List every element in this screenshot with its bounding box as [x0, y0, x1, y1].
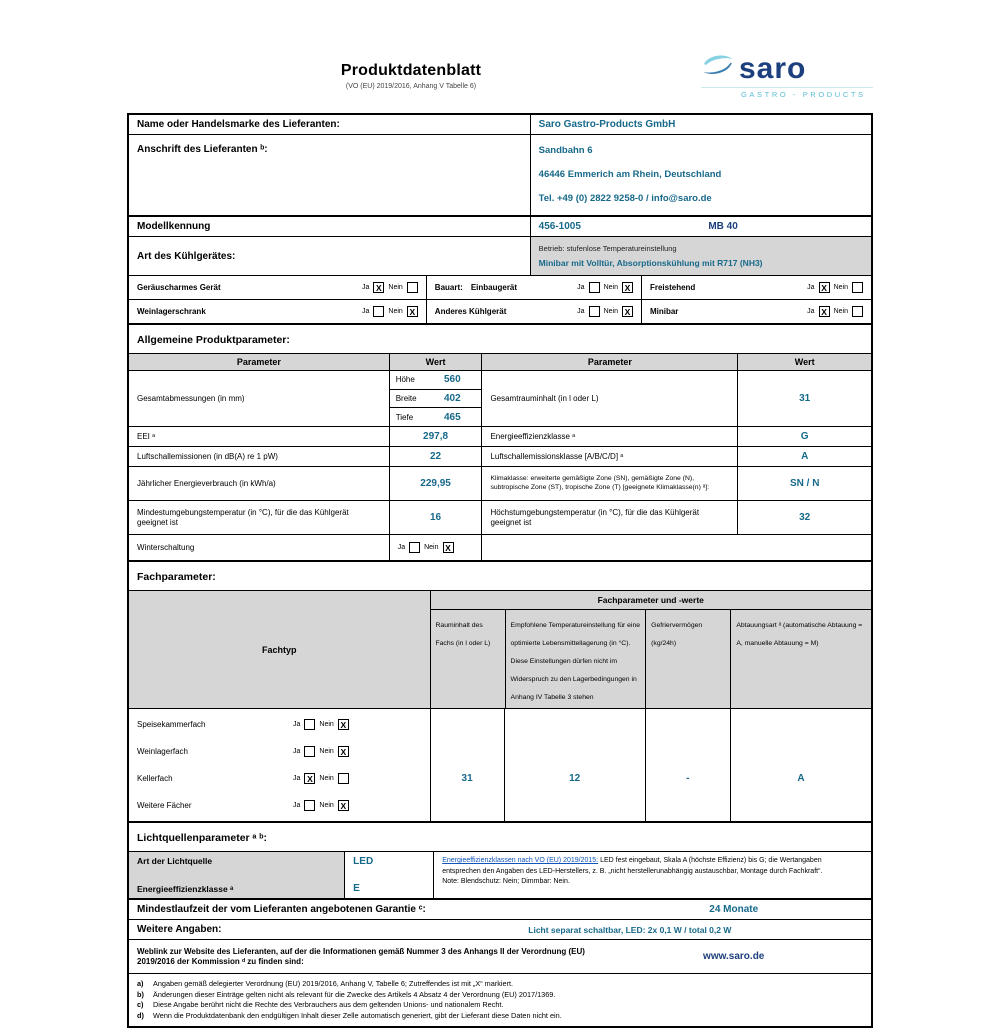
min-temp-label: Mindestumgebungstemperatur (in °C), für die das Kühlgerät geeignet ist [137, 507, 349, 527]
ja-checkbox [589, 306, 600, 317]
additional-info-value: Licht separat schaltbar, LED: 2x 0,1 W / total 0,2 W [528, 924, 732, 935]
ja-label: Ja [293, 748, 301, 755]
minibar-checkboxes [807, 306, 863, 317]
eei-value: 297,8 [423, 431, 449, 442]
ja-checkbox: X [819, 306, 830, 317]
dimensions-row [129, 370, 871, 426]
device-flags-row-2 [129, 299, 871, 323]
page-subtitle: (VO (EU) 2019/2016, Anhang V Tabelle 6) [345, 83, 477, 90]
dimensions-label: Gesamtabmessungen (in mm) [137, 393, 245, 403]
energy-class-label: Energieeffizienzklasse ᵃ [490, 431, 576, 441]
cellar-freeze-value: - [686, 773, 690, 784]
nein-label: Nein [319, 721, 334, 728]
light-type-label: Art der Lichtquelle [137, 856, 213, 866]
saro-logo [695, 52, 873, 99]
energy-class-value: G [800, 431, 809, 442]
datasheet-table [127, 113, 873, 1028]
ambient-temp-row [129, 500, 871, 534]
model-name: MB 40 [708, 221, 738, 232]
ja-label: Ja [807, 284, 815, 291]
nein-label: Nein [319, 775, 334, 782]
nein-label: Nein [603, 308, 618, 315]
additional-info-label: Weitere Angaben: [137, 924, 222, 935]
appliance-type-line1: Betrieb: stufenlose Temperatureinstellung [538, 244, 677, 253]
nein-checkbox: X [622, 282, 633, 293]
supplier-address-line: 46446 Emmerich am Rhein, Deutschland [538, 169, 722, 180]
light-type-value: LED [353, 856, 374, 867]
ja-label: Ja [807, 308, 815, 315]
footnote: a) Angaben gemäß delegierter Verordnung (EU) 2019/2016, Anhang V, Tabelle 6; Zutreffendes ist mit „X“ markiert. [137, 979, 514, 988]
min-temp-value: 16 [430, 512, 442, 523]
compartment-title: Fachparameter: [137, 571, 216, 583]
appliance-type-line2: Minibar mit Volltür, Absorptionskühlung mit R717 (NH3) [538, 258, 763, 268]
ja-label: Ja [361, 284, 370, 291]
light-row [129, 851, 871, 898]
nein-checkbox [852, 306, 863, 317]
bauart-label: Bauart: [434, 283, 463, 292]
nein-checkbox [338, 773, 349, 784]
ja-label: Ja [577, 308, 585, 315]
nein-label: Nein [319, 748, 334, 755]
eei-label: EEI ᵃ [137, 431, 156, 441]
total-volume-value: 31 [799, 393, 811, 404]
quiet-appliance-checkboxes [362, 282, 418, 293]
dim-value-height: 560 [443, 374, 461, 386]
compartment-row-cellar [129, 765, 430, 792]
noise-value: 22 [430, 451, 442, 462]
nein-label: Nein [388, 284, 403, 291]
ja-checkbox [409, 542, 420, 553]
light-note-line3: Note: Blendschutz: Nein; Dimmbar: Nein. [442, 878, 570, 885]
supplier-address-line: Sandbahn 6 [538, 145, 593, 156]
climate-class-value: SN / N [789, 478, 820, 489]
footnote: b) Änderungen dieser Einträge gelten nicht als relevant für die Zwecke des Artikels 4 Absatz 4 der Verordnung (EU) 2017/1369. [137, 989, 556, 999]
col-header-freezing-capacity: Gefriervermögen (kg/24h) [651, 622, 703, 647]
light-note-line2: entsprechen den Angaben des LED-Herstellers, z. B. „nicht herstellerunabhängig austauschbar, Montage durch Fachkraft“. [442, 867, 823, 875]
weblink-value[interactable]: www.saro.de [703, 951, 765, 962]
nein-label: Nein [388, 308, 403, 315]
ja-label: Ja [293, 721, 301, 728]
supplier-address-label: Anschrift des Lieferanten ᵇ: [137, 144, 268, 155]
header [127, 52, 873, 99]
additional-info-row [129, 919, 871, 939]
saro-logo-icon [701, 52, 735, 85]
nein-checkbox: X [622, 306, 633, 317]
minibar-label: Minibar [649, 307, 679, 316]
col-header-wert: Wert [389, 354, 482, 370]
other-appliance-label: Anderes Kühlgerät [434, 307, 507, 316]
nein-checkbox [852, 282, 863, 293]
col-header-wert: Wert [737, 354, 871, 370]
ja-label: Ja [397, 544, 406, 551]
compartment-header [129, 590, 871, 708]
other-appliance-checkboxes [577, 306, 633, 317]
cellar-temp-value: 12 [569, 773, 581, 784]
warranty-row [129, 898, 871, 919]
model-label: Modellkennung [137, 221, 211, 232]
footnote: d) Wenn die Produktdatenbank den endgültigen Inhalt dieser Zelle automatisch generiert, gibt der Lieferant diese Daten nicht ein. [137, 1010, 562, 1020]
model-row [129, 215, 871, 236]
nein-checkbox: X [443, 542, 454, 553]
quiet-appliance-label: Geräuscharmes Gerät [137, 283, 221, 292]
ja-checkbox: X [304, 773, 315, 784]
nein-label: Nein [319, 802, 334, 809]
light-class-value: E [353, 883, 360, 894]
winter-setting-row [129, 534, 871, 560]
col-group-header: Fachparameter und -werte [431, 591, 871, 610]
built-in-label: Einbaugerät [470, 283, 518, 292]
compartment-body [129, 708, 871, 821]
model-number: 456-1005 [538, 221, 581, 232]
max-temp-value: 32 [799, 512, 811, 523]
title-block [127, 52, 695, 90]
annual-energy-label: Jährlicher Energieverbrauch (in kWh/a) [137, 478, 276, 488]
noise-class-label: Luftschallemissionsklasse [A/B/C/D] ᵃ [490, 451, 624, 461]
light-note-rest: LED fest eingebaut, Skala A (höchste Effizienz) bis G; die Wertangaben [598, 857, 822, 864]
compartment-header-right [430, 591, 871, 708]
warranty-value: 24 Monate [709, 904, 759, 915]
nein-checkbox: X [338, 746, 349, 757]
general-params-title: Allgemeine Produktparameter: [137, 334, 290, 346]
climate-class-label: Klimaklasse: erweiterte gemäßigte Zone (SN), gemäßigte Zone (N), subtropische Zone (ST), tropische Zone (T) [geeignete Klimaklasse(n) ᵃ]: [490, 474, 710, 491]
freestanding-label: Freistehend [649, 283, 696, 292]
dim-key: Breite [395, 394, 417, 403]
wine-cabinet-checkboxes [362, 306, 418, 317]
freestanding-checkboxes [807, 282, 863, 293]
col-header-volume: Rauminhalt des Fachs (in l oder L) [435, 622, 491, 647]
cellar-volume-value: 31 [461, 773, 473, 784]
noise-class-value: A [801, 451, 809, 462]
nein-checkbox: X [407, 306, 418, 317]
eei-row [129, 426, 871, 446]
ja-checkbox [304, 800, 315, 811]
other-compartments-label: Weitere Fächer [137, 801, 192, 810]
max-temp-label: Höchstumgebungstemperatur (in °C), für die das Kühlgerät geeignet ist [490, 507, 700, 527]
ja-checkbox: X [373, 282, 384, 293]
wine-label: Weinlagerfach [137, 747, 188, 756]
supplier-name-row [129, 115, 871, 134]
nein-checkbox [407, 282, 418, 293]
winter-setting-checkboxes [398, 542, 454, 553]
col-header-parameter: Parameter [481, 354, 737, 370]
dim-value-width: 402 [443, 393, 461, 404]
logo-tagline: GASTRO - PRODUCTS [701, 87, 873, 99]
ja-label: Ja [293, 775, 301, 782]
ja-checkbox: X [819, 282, 830, 293]
light-note-link[interactable]: Energieeffizienzklassen nach VO (EU) 2019/2015: [442, 857, 599, 864]
noise-row [129, 446, 871, 466]
light-class-label: Energieeffizienzklasse ᵃ [137, 884, 234, 894]
ja-label: Ja [293, 802, 301, 809]
energy-climate-row [129, 466, 871, 500]
weblink-row [129, 939, 871, 973]
appliance-type-row [129, 236, 871, 275]
ja-checkbox [304, 746, 315, 757]
datasheet-page [127, 0, 873, 1028]
ja-label: Ja [361, 308, 370, 315]
winter-setting-label: Winterschaltung [137, 542, 195, 552]
compartment-row-other [129, 792, 430, 819]
dim-value-depth: 465 [443, 411, 461, 423]
light-section-title: Lichtquellenparameter ᵃ ᵇ: [137, 832, 268, 844]
page-title: Produktdatenblatt [340, 62, 482, 79]
supplier-contact-line[interactable]: Tel. +49 (0) 2822 9258-0 / info@saro.de [538, 193, 712, 204]
supplier-address-row [129, 134, 871, 215]
params-header-row [129, 353, 871, 370]
device-flags-row-1 [129, 275, 871, 299]
supplier-name-label: Name oder Handelsmarke des Lieferanten: [137, 119, 340, 130]
col-header-parameter: Parameter [129, 354, 389, 370]
annual-energy-value: 229,95 [420, 478, 451, 489]
compartment-row-wine [129, 738, 430, 765]
dim-key: Höhe [395, 375, 415, 385]
light-section-header [129, 821, 871, 851]
winter-empty-cell [481, 535, 871, 560]
built-in-checkboxes [577, 282, 633, 293]
wine-cabinet-label: Weinlagerschrank [137, 307, 206, 316]
dim-key: Tiefe [395, 412, 414, 422]
nein-label: Nein [833, 284, 848, 291]
noise-label: Luftschallemissionen (in dB(A) re 1 pW) [137, 451, 278, 461]
ja-checkbox [589, 282, 600, 293]
warranty-label: Mindestlaufzeit der vom Lieferanten angebotenen Garantie ᶜ: [137, 904, 426, 915]
nein-checkbox: X [338, 719, 349, 730]
compartment-section-header [129, 560, 871, 590]
weblink-label: Weblink zur Website des Lieferanten, auf der die Informationen gemäß Nummer 3 des Anhangs II der Verordnung (EU) 2019/2016 der Kommission ᵈ zu finden sind: [137, 946, 585, 966]
logo-wordmark: saro [739, 51, 807, 85]
col-header-defrost-type: Abtauungsart ᵃ (automatische Abtauung = A, manuelle Abtauung = M) [736, 622, 863, 647]
appliance-type-label: Art des Kühlgerätes: [137, 250, 236, 262]
ja-label: Ja [577, 284, 585, 291]
cellar-label: Kellerfach [137, 774, 173, 783]
nein-checkbox: X [338, 800, 349, 811]
ja-checkbox [373, 306, 384, 317]
supplier-name-value: Saro Gastro-Products GmbH [538, 119, 676, 130]
ja-checkbox [304, 719, 315, 730]
col-header-temp-setting: Empfohlene Temperatureinstellung für eine optimierte Lebensmittellagerung (in °C). Diese Einstellungen dürfen nicht im Widerspruch zu den Lagerbedingungen in Anhang IV Tabelle 3 stehen [510, 622, 641, 701]
compartment-row-pantry [129, 711, 430, 738]
general-params-section-header [129, 323, 871, 353]
col-header-fachtyp: Fachtyp [129, 591, 430, 708]
nein-label: Nein [833, 308, 848, 315]
nein-label: Nein [424, 544, 439, 551]
footnote: c) Diese Angabe berührt nicht die Rechte des Verbrauchers aus dem geltenden Unions- und nationalem Recht. [137, 1000, 504, 1010]
pantry-label: Speisekammerfach [137, 720, 206, 729]
total-volume-label: Gesamtrauminhalt (in l oder L) [490, 393, 599, 403]
cellar-defrost-value: A [797, 773, 805, 784]
nein-label: Nein [603, 284, 618, 291]
